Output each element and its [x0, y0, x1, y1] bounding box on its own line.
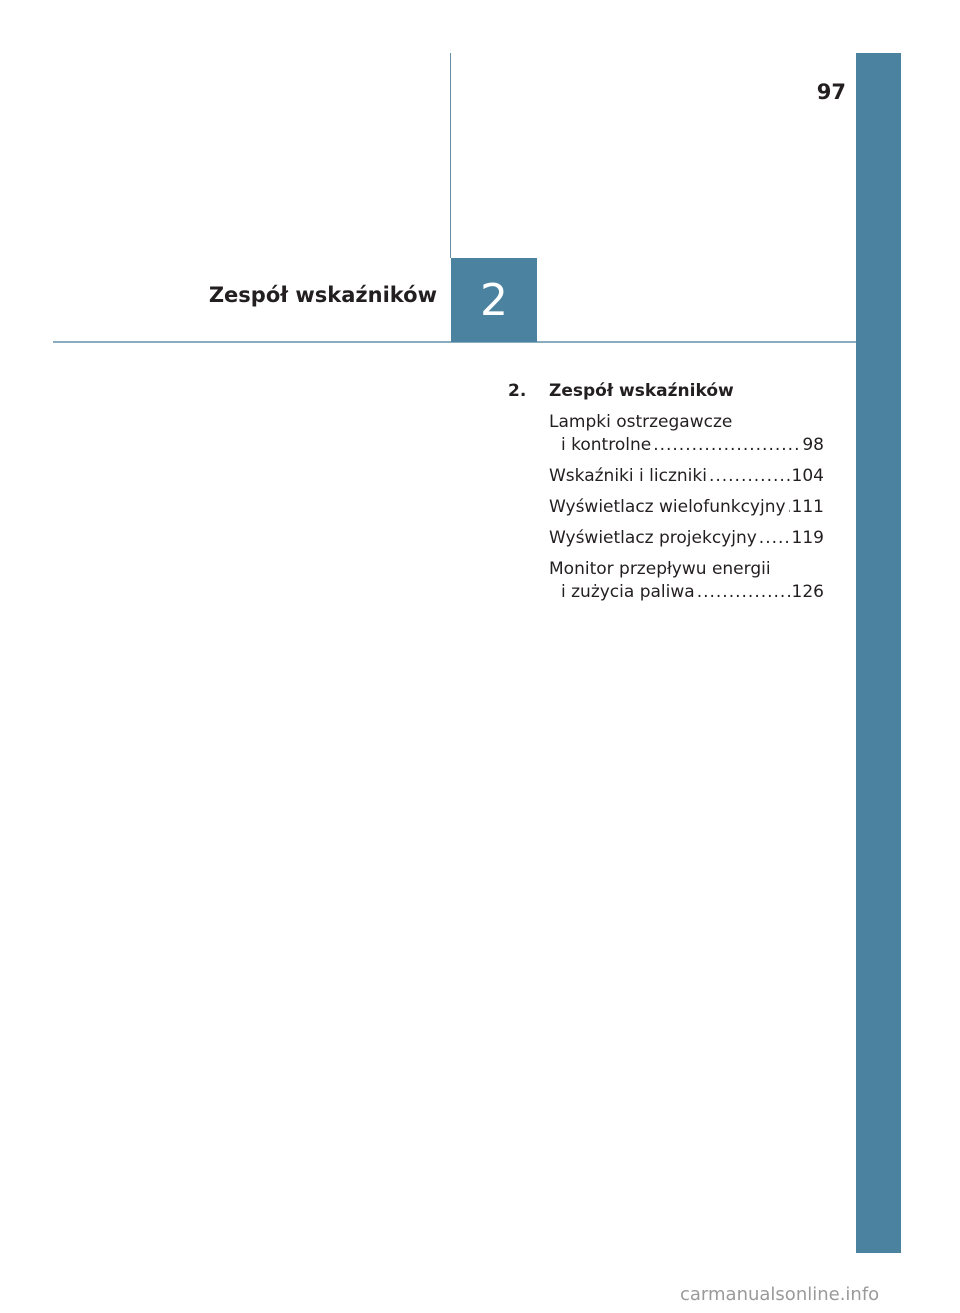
vertical-divider [450, 53, 451, 258]
chapter-number-box [451, 258, 537, 342]
side-chapter-tab [856, 53, 901, 1253]
toc-entry-page: 98 [802, 435, 824, 455]
toc-entry-text-continued: i kontrolne [561, 435, 652, 455]
toc-leader-dots [759, 527, 790, 550]
toc-section-title: Zespół wskaźników [549, 381, 734, 401]
toc-section-number: 2. [508, 381, 527, 401]
toc-leader-dots [653, 434, 800, 457]
toc-section-heading [508, 380, 824, 403]
toc-entry-gauges-meters[interactable] [549, 465, 824, 488]
chapter-title: Zespół wskaźników [208, 283, 437, 307]
page-number: 97 [816, 80, 846, 104]
toc-entry-head-up-display[interactable] [549, 527, 824, 550]
toc-entry-text: Monitor przepływu energii [549, 559, 771, 579]
toc-entry-warning-lights[interactable] [549, 411, 824, 457]
toc-entry-page: 104 [791, 466, 824, 486]
toc-entry-page: 119 [791, 528, 824, 548]
toc-leader-dots [709, 465, 790, 488]
toc-entry-list [549, 411, 824, 604]
toc-entry-multi-info-display[interactable] [549, 496, 824, 519]
toc-entry-page: 126 [791, 582, 824, 602]
toc-leader-dots [788, 496, 790, 519]
toc-entry-text: Wyświetlacz projekcyjny [549, 528, 757, 548]
table-of-contents [508, 380, 824, 612]
toc-leader-dots [697, 581, 790, 604]
toc-entry-text: Lampki ostrzegawcze [549, 412, 733, 432]
toc-entry-text: Wskaźniki i liczniki [549, 466, 707, 486]
toc-entry-text: Wyświetlacz wielofunkcyjny [549, 497, 786, 517]
watermark: carmanualsonline.info [680, 1284, 880, 1305]
toc-entry-page: 111 [791, 497, 824, 517]
toc-entry-text-continued: i zużycia paliwa [561, 582, 695, 602]
toc-entry-energy-monitor[interactable] [549, 558, 824, 604]
chapter-number: 2 [480, 274, 508, 326]
